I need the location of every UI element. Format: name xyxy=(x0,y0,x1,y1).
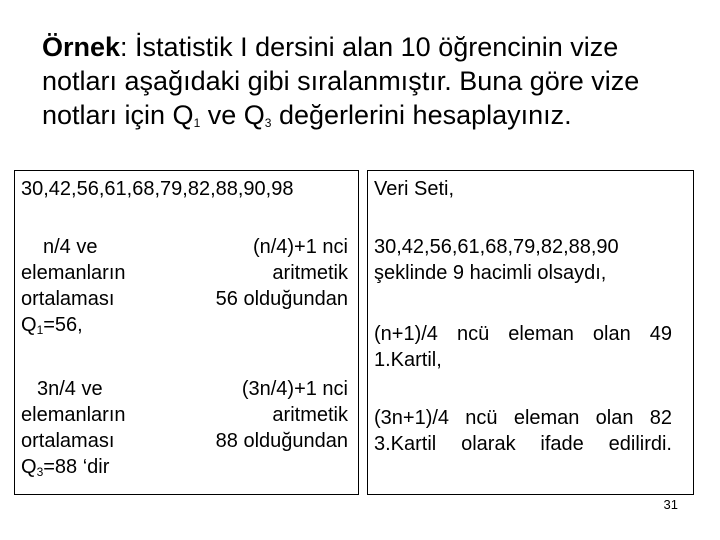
data-line: 30,42,56,61,68,79,82,88,90,98 xyxy=(21,178,294,200)
q1-line1-left: n/4 ve xyxy=(43,236,98,258)
title-sub-1: 1 xyxy=(193,116,201,130)
q1-line2-left: elemanların xyxy=(21,262,126,284)
right-box xyxy=(367,170,694,495)
example-keyword: Örnek xyxy=(42,32,121,62)
q1-line1-right: (n/4)+1 nci xyxy=(252,236,348,258)
page-number: 31 xyxy=(663,497,678,512)
q3-line3-left: ortalaması xyxy=(21,430,115,452)
q3-line2-right: aritmetik xyxy=(272,404,348,426)
dataset-heading: Veri Seti, xyxy=(374,178,455,200)
q3-result-letter: Q xyxy=(21,456,37,478)
q3-result-sub: 3 xyxy=(36,465,44,479)
q3-result xyxy=(21,454,109,480)
q3-note: (3n+1)/4 ncü eleman olan 82 3.Kartil olarak ifade edilirdi. xyxy=(374,407,672,455)
slide-title xyxy=(42,30,692,132)
title-text: : İstatistik I dersini alan 10 öğrencinin vize notları aşağıdaki gibi sıralanmıştır. Buna göre vize notları için Q xyxy=(42,32,640,130)
q1-result-sub: 1 xyxy=(36,323,44,337)
q3-line1-right: (3n/4)+1 nci xyxy=(241,378,348,400)
q3-line3-right: 88 olduğundan xyxy=(215,430,348,452)
q3-line2-left: elemanların xyxy=(21,404,126,426)
title-sub-3: 3 xyxy=(264,116,272,130)
q3-line1-left: 3n/4 ve xyxy=(37,378,103,400)
left-box xyxy=(14,170,359,495)
q3-result-value: =88 ‘dir xyxy=(43,456,110,478)
title-text-middle: ve Q xyxy=(200,100,265,130)
title-text-end: değerlerini hesaplayınız. xyxy=(271,100,572,130)
q1-line3-right: 56 olduğundan xyxy=(215,288,348,310)
q1-line2-right: aritmetik xyxy=(272,262,348,284)
q1-note: (n+1)/4 ncü eleman olan 49 1.Kartil, xyxy=(374,323,672,371)
q1-result-value: =56, xyxy=(43,314,83,336)
alt-note: şeklinde 9 hacimli olsaydı, xyxy=(374,262,607,284)
q1-line3-left: ortalaması xyxy=(21,288,115,310)
q1-result xyxy=(21,312,83,338)
q1-result-letter: Q xyxy=(21,314,37,336)
alt-data-line: 30,42,56,61,68,79,82,88,90 xyxy=(374,236,619,258)
